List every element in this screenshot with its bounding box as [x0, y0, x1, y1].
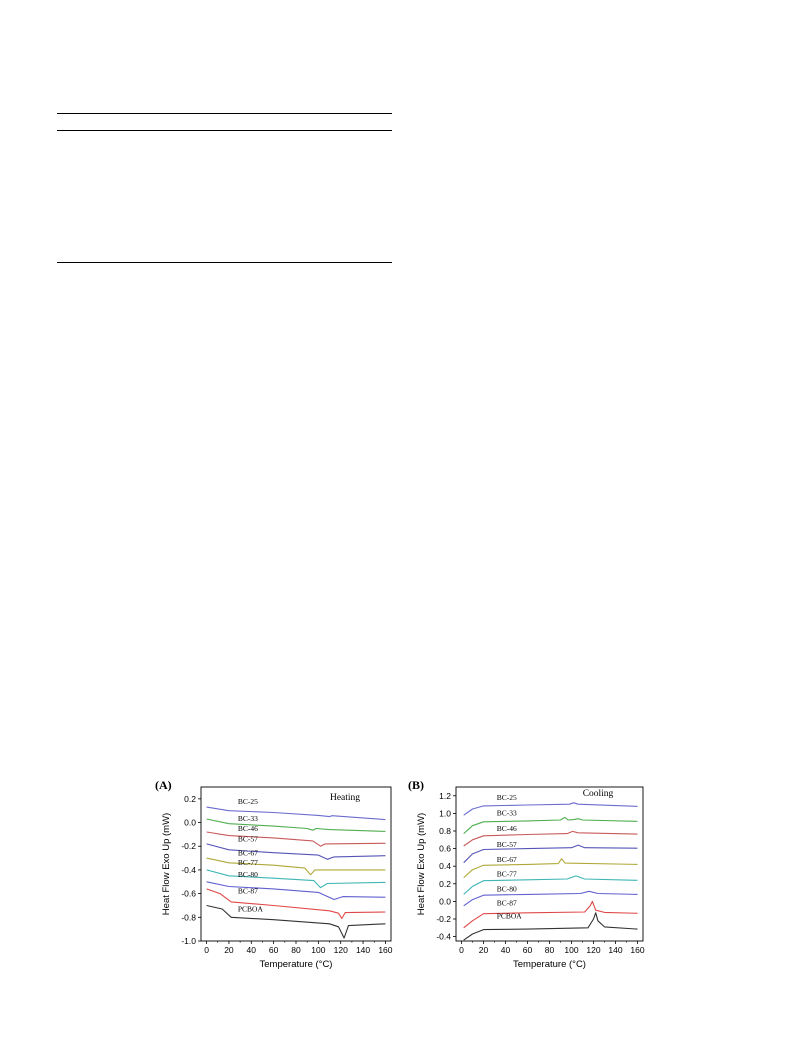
series-line-bc-57: [207, 844, 386, 859]
x-tick-label: 140: [608, 945, 623, 955]
y-tick-label: 1.0: [439, 808, 451, 819]
series-label-pcboa: PCBOA: [237, 904, 263, 914]
series-line-bc-25: [207, 807, 386, 820]
x-tick-label: 120: [586, 945, 601, 955]
x-tick-label: 60: [522, 945, 533, 955]
series-line-bc-80: [464, 891, 638, 906]
x-axis-title: Temperature (°C): [259, 959, 333, 970]
series-label-bc-46: BC-46: [237, 823, 258, 833]
series-line-bc-57: [464, 845, 638, 863]
series-line-pcboa: [464, 913, 638, 940]
series-line-bc-77: [207, 870, 386, 888]
plot-frame: [201, 787, 391, 941]
series-line-bc-87: [207, 886, 386, 919]
series-line-bc-25: [464, 803, 638, 815]
series-label-bc-33: BC-33: [237, 813, 258, 823]
y-tick-label: -0.2: [181, 841, 196, 852]
series-line-bc-46: [464, 831, 638, 846]
series-line-bc-87: [464, 901, 638, 927]
series-label-bc-25: BC-25: [496, 792, 517, 802]
y-tick-label: -0.2: [436, 914, 451, 924]
x-tick-label: 0: [459, 945, 464, 955]
x-tick-label: 60: [268, 945, 279, 955]
y-tick-label: 0.8: [439, 826, 451, 836]
mode-label: Heating: [329, 793, 361, 803]
series-label-bc-57: BC-57: [496, 839, 517, 849]
series-label-pcboa: PCBOA: [496, 911, 522, 921]
x-tick-label: 40: [246, 945, 257, 955]
series-label-bc-33: BC-33: [496, 808, 517, 818]
series-line-bc-33: [464, 817, 638, 833]
x-tick-label: 20: [478, 945, 489, 955]
y-axis-title: Heat Flow Exo Up (mW): [161, 812, 172, 916]
series-line-bc-67: [464, 859, 638, 878]
series-label-bc-77: BC-77: [496, 869, 517, 879]
y-tick-label: 1.2: [439, 790, 451, 801]
series-label-bc-67: BC-67: [237, 848, 258, 858]
y-tick-label: 0.2: [439, 878, 451, 889]
y-tick-label: -0.8: [181, 912, 196, 923]
y-tick-label: 0.2: [184, 793, 196, 804]
series-line-bc-46: [207, 832, 386, 846]
y-tick-label: -0.6: [181, 888, 196, 899]
y-tick-label: -0.4: [181, 864, 196, 875]
y-tick-label: -0.4: [436, 931, 451, 942]
x-tick-label: 40: [500, 945, 511, 955]
series-line-bc-77: [464, 876, 638, 895]
panel-letter: (A): [155, 778, 172, 792]
y-tick-label: 0.0: [439, 896, 451, 907]
series-label-bc-77: BC-77: [237, 858, 258, 868]
x-tick-label: 160: [630, 945, 645, 955]
series-line-bc-33: [207, 819, 386, 831]
mode-label: Cooling: [582, 789, 614, 799]
x-tick-label: 100: [564, 945, 579, 955]
y-tick-label: -1.0: [181, 936, 196, 946]
series-label-bc-25: BC-25: [237, 797, 258, 807]
series-label-bc-67: BC-67: [496, 855, 517, 865]
series-label-bc-87: BC-87: [237, 886, 258, 896]
x-tick-label: 0: [204, 945, 209, 955]
chart-panel-a: [155, 778, 393, 970]
y-axis-title: Heat Flow Exo Up (mW): [416, 812, 427, 916]
series-label-bc-80: BC-80: [496, 884, 517, 894]
series-line-bc-67: [207, 858, 386, 875]
x-tick-label: 20: [224, 945, 234, 955]
series-line-pcboa: [207, 906, 386, 939]
x-tick-label: 120: [333, 945, 348, 955]
x-axis-title: Temperature (°C): [513, 959, 586, 970]
series-label-bc-87: BC-87: [496, 898, 517, 908]
y-tick-label: 0.6: [439, 843, 451, 854]
y-tick-label: 0.0: [184, 817, 196, 828]
panel-letter: (B): [408, 778, 424, 792]
x-tick-label: 80: [544, 945, 555, 955]
x-tick-label: 160: [378, 945, 393, 955]
series-label-bc-46: BC-46: [496, 824, 517, 833]
series-label-bc-80: BC-80: [237, 870, 258, 880]
y-tick-label: 0.4: [439, 861, 451, 872]
chart-panel-b: [408, 778, 645, 970]
x-tick-label: 140: [355, 945, 371, 955]
x-tick-label: 100: [311, 945, 326, 955]
series-line-bc-80: [207, 882, 386, 900]
x-tick-label: 80: [291, 945, 301, 955]
series-label-bc-57: BC-57: [237, 834, 258, 844]
